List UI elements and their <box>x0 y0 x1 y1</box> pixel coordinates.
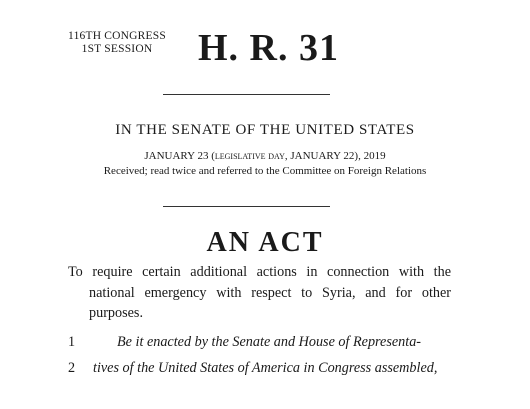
top-divider <box>163 94 330 95</box>
line-number: 2 <box>68 360 76 376</box>
session-label: 1ST SESSION <box>81 43 153 55</box>
date-line: JANUARY 23 (legislative day, JANUARY 22), 2019 <box>144 150 386 162</box>
act-title: AN ACT <box>206 227 324 258</box>
middle-divider <box>163 206 330 207</box>
purpose-paragraph: To require certain additional actions in connection with the national emergency with respect to Syria, and for other purposes. <box>68 264 451 321</box>
enacting-clause-text: Be it enacted by the Senate and House of Representa- <box>117 334 422 350</box>
chamber-heading: IN THE SENATE OF THE UNITED STATES <box>115 122 415 138</box>
enacting-clause-text: tives of the United States of America in Congress assembled, <box>93 360 438 376</box>
referral-line: Received; read twice and referred to the Committee on Foreign Relations <box>103 165 427 177</box>
congress-session-block <box>62 30 172 56</box>
congress-label: 116TH CONGRESS <box>68 30 166 42</box>
bill-number: H. R. 31 <box>198 27 339 69</box>
line-number: 1 <box>68 334 76 350</box>
